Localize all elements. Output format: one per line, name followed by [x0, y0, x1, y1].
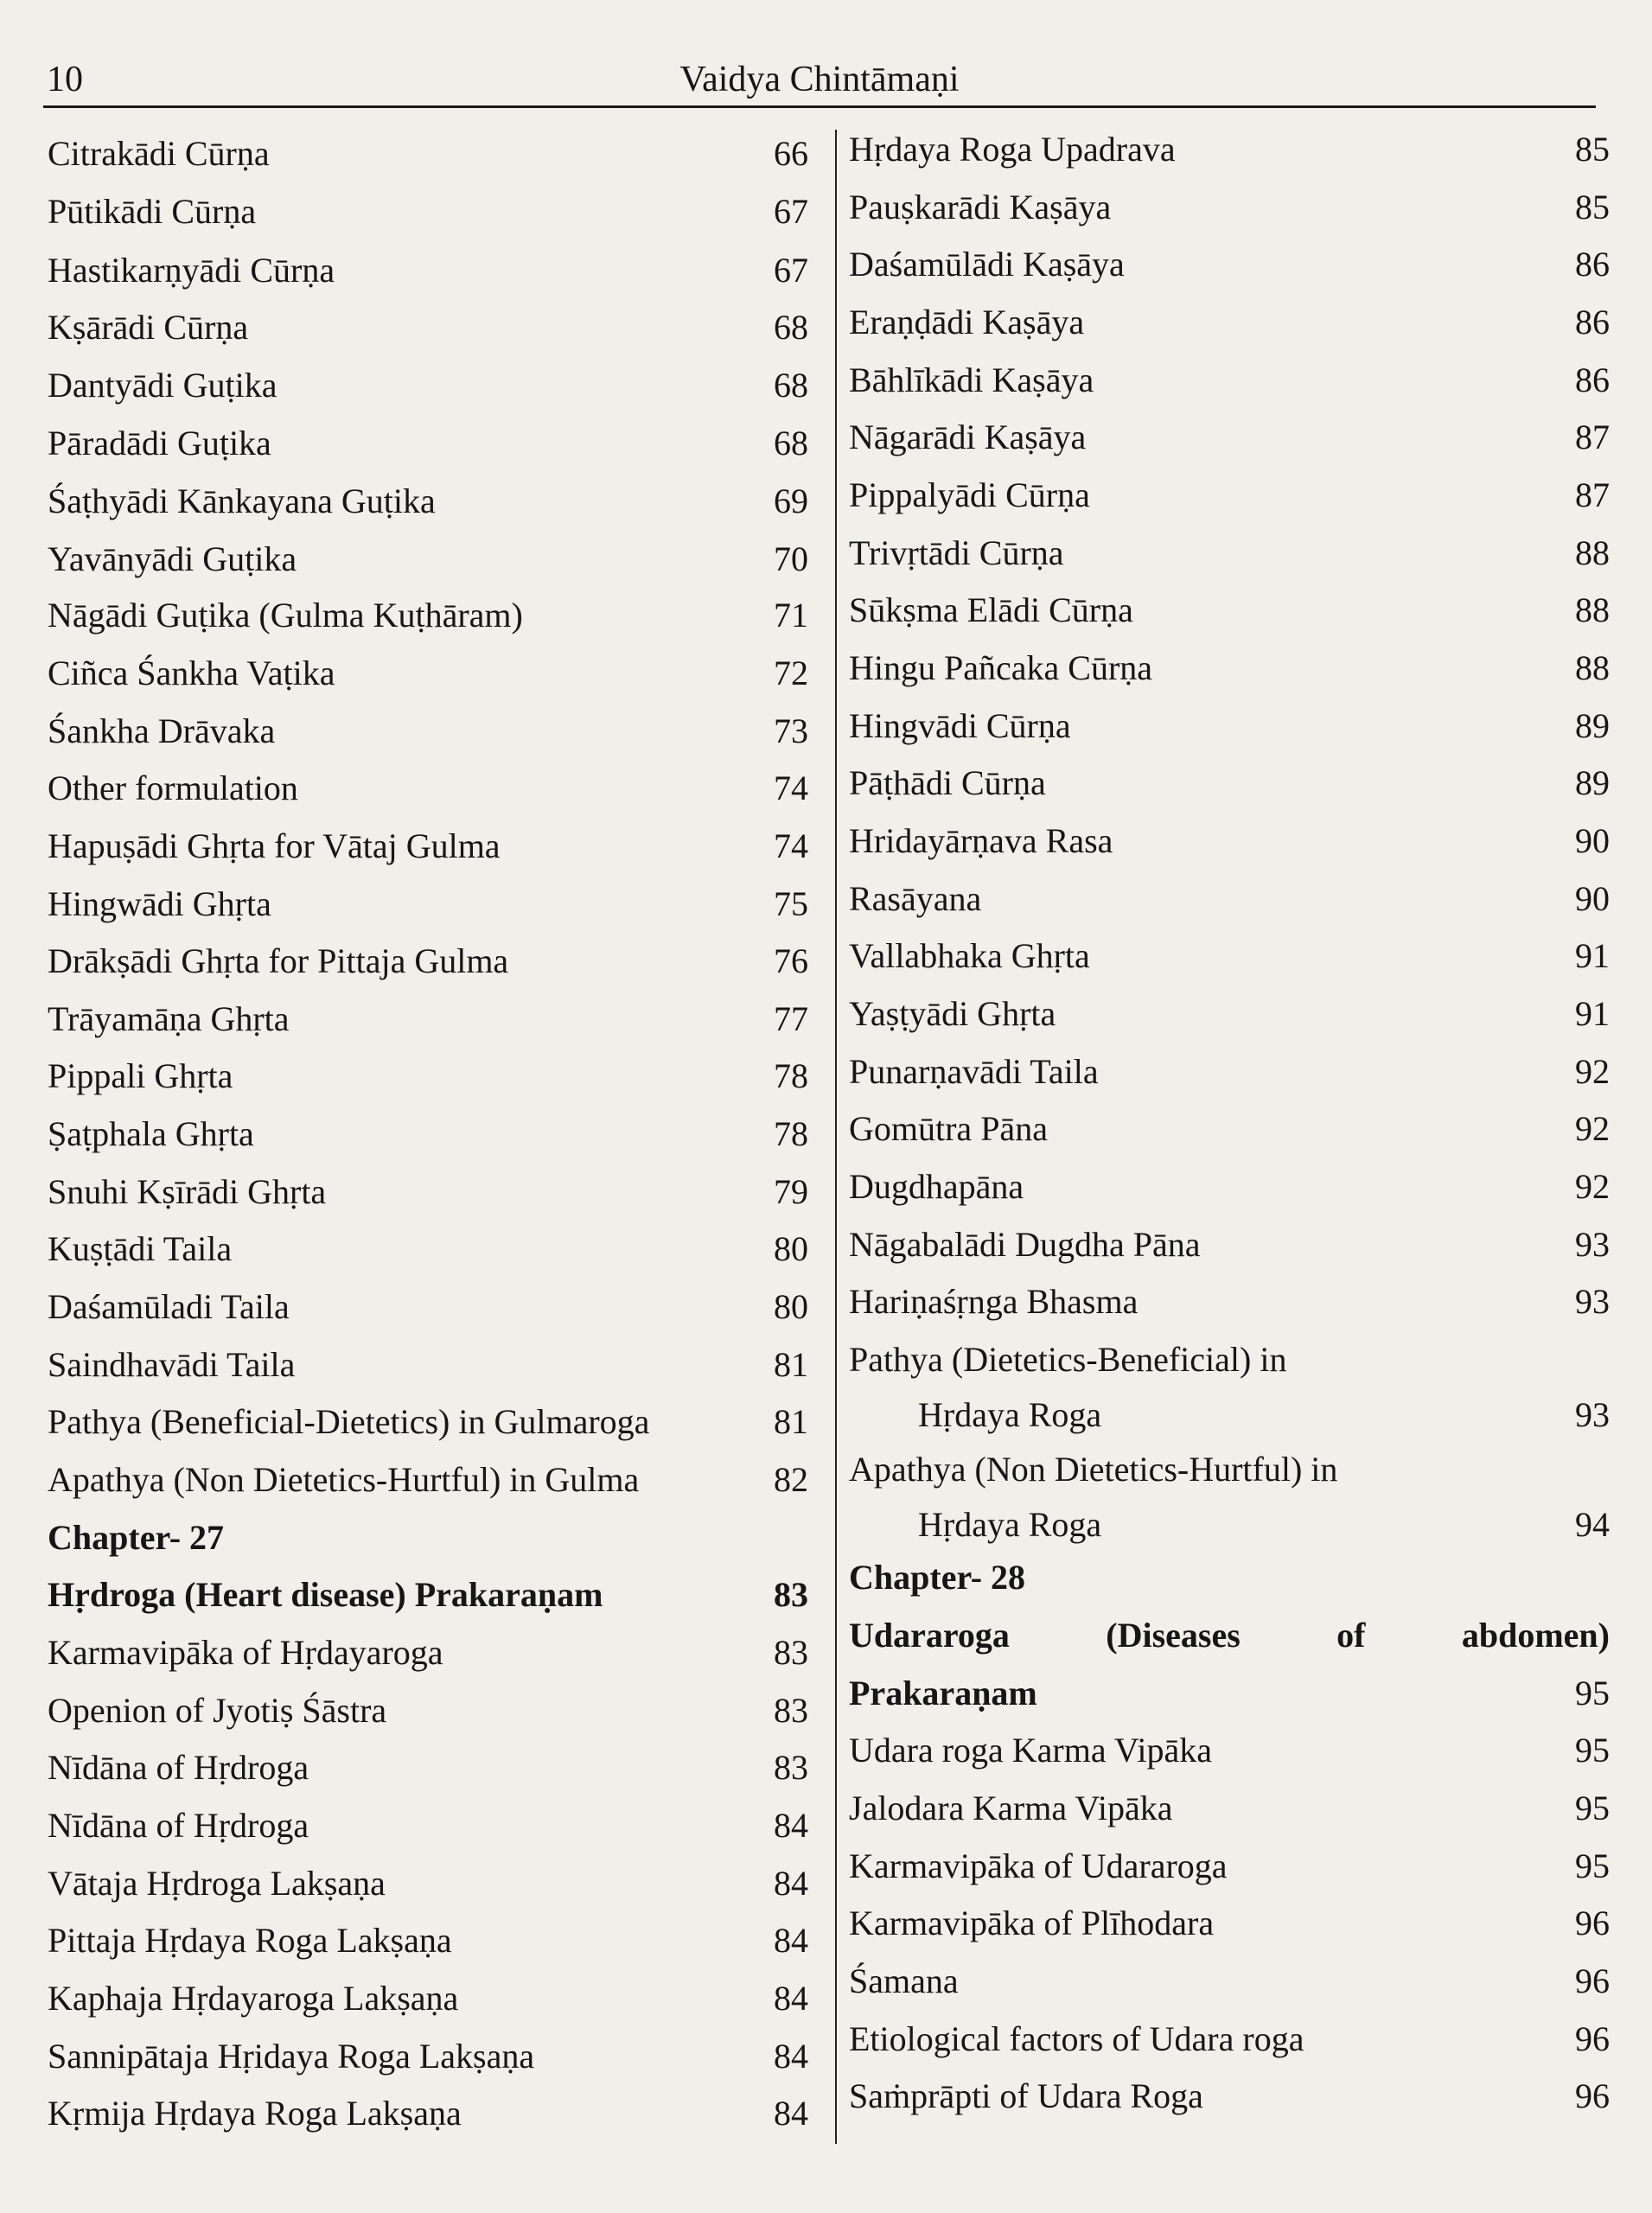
toc-entry-page-number: 95	[1575, 1674, 1610, 1712]
toc-entry-page-number: 90	[1575, 879, 1610, 918]
toc-entry-title: Nāgarādi Kaṣāya	[849, 418, 1087, 456]
toc-entry-page-number: 95	[1575, 1846, 1610, 1885]
toc-entry-page-number: 95	[1575, 1789, 1610, 1827]
toc-entry-page-number: 93	[1575, 1225, 1610, 1264]
toc-entry-title: Openion of Jyotiṣ Śāstra	[48, 1691, 387, 1730]
toc-entry-page-number: 80	[774, 1287, 808, 1326]
toc-entry-page-number: 90	[1575, 821, 1610, 860]
toc-entry-title: Punarṇavādi Taila	[849, 1052, 1099, 1091]
toc-entry-title: Drākṣādi Ghṛta for Pittaja Gulma	[48, 941, 509, 980]
toc-entry-page-number: 88	[1575, 590, 1610, 629]
toc-entry-title: Apathya (Non Dietetics-Hurtful) in	[849, 1450, 1338, 1489]
toc-entry-title: Hastikarṇyādi Cūrṇa	[48, 251, 335, 290]
toc-entry-page-number: 67	[774, 251, 808, 290]
toc-entry-page-number: 88	[1575, 533, 1610, 572]
toc-entry-title: Nāgādi Guṭika (Gulma Kuṭhāram)	[48, 596, 523, 635]
toc-entry-page-number: 84	[774, 1864, 808, 1903]
toc-entry-title-continuation: Hṛdaya Roga	[918, 1395, 1102, 1434]
toc-entry-page-number: 91	[1575, 994, 1610, 1033]
toc-entry-page-number: 75	[774, 884, 808, 923]
toc-entry-title: Karmavipāka of Plīhodara	[849, 1904, 1215, 1942]
toc-entry-title: Pathya (Dietetics-Beneficial) in	[849, 1340, 1287, 1379]
toc-entry-title: Pittaja Hṛdaya Roga Lakṣaṇa	[48, 1921, 452, 1960]
toc-entry-page-number: 96	[1575, 1961, 1610, 2000]
toc-entry-title: Etiological factors of Udara roga	[849, 2019, 1304, 2058]
toc-entry-title: Rasāyana	[849, 879, 982, 918]
toc-entry-title: Dantyādi Guṭika	[48, 366, 277, 405]
toc-entry-page-number: 82	[774, 1460, 808, 1499]
toc-entry-title: Hariṇaśṛnga Bhasma	[849, 1282, 1139, 1321]
toc-entry-page-number: 84	[774, 1921, 808, 1960]
toc-entry-title: Hridayārṇava Rasa	[849, 821, 1113, 860]
toc-entry-page-number: 92	[1575, 1109, 1610, 1148]
toc-entry-page-number: 68	[774, 308, 808, 347]
toc-entry-page-number: 83	[774, 1748, 808, 1787]
toc-entry-page-number: 73	[774, 711, 808, 750]
toc-entry-page-number: 83	[774, 1575, 808, 1614]
toc-entry-page-number: 76	[774, 941, 808, 980]
toc-entry-title: Pathya (Beneficial-Dietetics) in Gulmaroga	[48, 1402, 650, 1441]
toc-entry-title: Nīdāna of Hṛdroga	[48, 1806, 309, 1845]
toc-entry-page-number: 93	[1575, 1395, 1610, 1434]
toc-entry-title: Śankha Drāvaka	[48, 711, 276, 750]
toc-entry-title: Kṣārādi Cūrṇa	[48, 308, 249, 347]
toc-entry-title: Hṛdroga (Heart disease) Prakaraṇam	[48, 1575, 603, 1614]
toc-entry-title: Pippali Ghṛta	[48, 1056, 233, 1095]
toc-entry-title: Pippalyādi Cūrṇa	[849, 475, 1090, 514]
toc-entry-title: Hṛdaya Roga Upadrava	[849, 130, 1176, 169]
toc-entry-page-number: 95	[1575, 1731, 1610, 1770]
page-number: 10	[47, 60, 83, 99]
toc-entry-page-number: 96	[1575, 2019, 1610, 2058]
toc-entry-title: Daśamūlādi Kaṣāya	[849, 245, 1125, 284]
toc-right-column	[849, 0, 1610, 2213]
toc-entry-title: Nīdāna of Hṛdroga	[48, 1748, 309, 1787]
toc-entry-title: Pauṣkarādi Kaṣāya	[849, 188, 1112, 226]
toc-entry-title: Pūtikādi Cūrṇa	[48, 192, 257, 231]
toc-entry-title: Apathya (Non Dietetics-Hurtful) in Gulma	[48, 1460, 640, 1499]
toc-entry-page-number: 92	[1575, 1052, 1610, 1091]
toc-entry-page-number: 69	[774, 482, 808, 520]
toc-entry-title: Ciñca Śankha Vaṭika	[48, 654, 335, 692]
toc-left-column	[48, 0, 808, 2213]
toc-entry-page-number: 77	[774, 999, 808, 1038]
toc-entry-title: Hingu Pañcaka Cūrṇa	[849, 648, 1153, 687]
toc-entry-title: Nāgabalādi Dugdha Pāna	[849, 1225, 1201, 1264]
toc-entry-title: Yaṣṭyādi Ghṛta	[849, 994, 1056, 1033]
toc-entry-page-number: 84	[774, 1979, 808, 2018]
toc-entry-page-number: 86	[1575, 303, 1610, 341]
toc-entry-page-number: 78	[774, 1056, 808, 1095]
toc-entry-page-number: 81	[774, 1402, 808, 1441]
toc-entry-page-number: 67	[774, 192, 808, 231]
toc-entry-page-number: 84	[774, 1806, 808, 1845]
toc-entry-page-number: 92	[1575, 1167, 1610, 1206]
toc-entry-page-number: 96	[1575, 2076, 1610, 2115]
toc-entry-page-number: 93	[1575, 1282, 1610, 1321]
toc-entry-title: Eraṇḍādi Kaṣāya	[849, 303, 1085, 341]
toc-entry-title: Chapter- 27	[48, 1518, 225, 1557]
toc-entry-title: Saindhavādi Taila	[48, 1345, 296, 1384]
toc-entry-page-number: 80	[774, 1229, 808, 1268]
toc-entry-title: Trāyamāṇa Ghṛta	[48, 999, 290, 1038]
toc-entry-page-number: 88	[1575, 648, 1610, 687]
toc-entry-title: Saṁprāpti of Udara Roga	[849, 2076, 1203, 2115]
toc-entry-page-number: 66	[774, 134, 808, 173]
toc-entry-page-number: 83	[774, 1633, 808, 1672]
toc-entry-title: Sannipātaja Hṛidaya Roga Lakṣaṇa	[48, 2037, 535, 2076]
toc-entry-title: Pāradādi Guṭika	[48, 424, 271, 462]
column-divider	[835, 130, 837, 2144]
toc-entry-title: Chapter- 28	[849, 1558, 1026, 1597]
toc-entry-page-number: 94	[1575, 1505, 1610, 1544]
toc-entry-title: Udararoga (Diseases of abdomen)	[849, 1616, 1610, 1655]
toc-entry-page-number: 78	[774, 1114, 808, 1153]
toc-entry-page-number: 72	[774, 654, 808, 692]
toc-entry-page-number: 89	[1575, 706, 1610, 745]
toc-entry-title: Trivṛtādi Cūrṇa	[849, 533, 1064, 572]
toc-entry-page-number: 87	[1575, 475, 1610, 514]
toc-entry-page-number: 74	[774, 826, 808, 865]
toc-entry-title: Citrakādi Cūrṇa	[48, 134, 270, 173]
toc-entry-page-number: 96	[1575, 1904, 1610, 1942]
toc-entry-title: Kṛmija Hṛdaya Roga Lakṣaṇa	[48, 2094, 462, 2133]
toc-entry-title: Vallabhaka Ghṛta	[849, 936, 1090, 975]
toc-entry-title: Gomūtra Pāna	[849, 1109, 1048, 1148]
toc-entry-page-number: 70	[774, 539, 808, 578]
toc-entry-page-number: 68	[774, 424, 808, 462]
toc-entry-title: Sūkṣma Elādi Cūrṇa	[849, 590, 1133, 629]
toc-entry-page-number: 68	[774, 366, 808, 405]
toc-entry-title: Udara roga Karma Vipāka	[849, 1731, 1212, 1770]
toc-entry-page-number: 86	[1575, 245, 1610, 284]
toc-entry-title: Yavānyādi Guṭika	[48, 539, 297, 578]
toc-entry-page-number: 84	[774, 2037, 808, 2076]
toc-entry-title: Kuṣṭādi Taila	[48, 1229, 233, 1268]
toc-entry-page-number: 74	[774, 768, 808, 807]
toc-entry-title: Śaṭhyādi Kānkayana Guṭika	[48, 482, 436, 520]
toc-entry-page-number: 83	[774, 1691, 808, 1730]
toc-entry-title: Kaphaja Hṛdayaroga Lakṣaṇa	[48, 1979, 459, 2018]
toc-entry-page-number: 85	[1575, 130, 1610, 169]
toc-entry-page-number: 71	[774, 596, 808, 635]
toc-entry-title: Dugdhapāna	[849, 1167, 1024, 1206]
toc-entry-title: Pāṭhādi Cūrṇa	[849, 763, 1046, 802]
toc-entry-page-number: 91	[1575, 936, 1610, 975]
toc-entry-page-number: 85	[1575, 188, 1610, 226]
toc-entry-title: Ṣaṭphala Ghṛta	[48, 1114, 254, 1153]
toc-entry-title: Hapuṣādi Ghṛta for Vātaj Gulma	[48, 826, 501, 865]
toc-entry-title: Vātaja Hṛdroga Lakṣaṇa	[48, 1864, 386, 1903]
toc-entry-page-number: 81	[774, 1345, 808, 1384]
toc-entry-title: Karmavipāka of Udararoga	[849, 1846, 1228, 1885]
toc-entry-title-continuation: Hṛdaya Roga	[918, 1505, 1102, 1544]
toc-entry-page-number: 84	[774, 2094, 808, 2133]
toc-entry-title: Prakaraṇam	[849, 1674, 1037, 1712]
toc-entry-title: Daśamūladi Taila	[48, 1287, 290, 1326]
toc-entry-title: Hingwādi Ghṛta	[48, 884, 271, 923]
toc-entry-page-number: 87	[1575, 418, 1610, 456]
toc-entry-page-number: 86	[1575, 360, 1610, 399]
toc-entry-title: Śamana	[849, 1961, 959, 2000]
running-title: Vaidya Chintāmaṇi	[679, 60, 960, 99]
toc-entry-title: Bāhlīkādi Kaṣāya	[849, 360, 1094, 399]
toc-entry-page-number: 79	[774, 1172, 808, 1211]
toc-entry-title: Jalodara Karma Vipāka	[849, 1789, 1173, 1827]
toc-entry-title: Karmavipāka of Hṛdayaroga	[48, 1633, 443, 1672]
toc-entry-page-number: 89	[1575, 763, 1610, 802]
toc-entry-title: Other formulation	[48, 768, 298, 807]
toc-entry-title: Hingvādi Cūrṇa	[849, 706, 1071, 745]
toc-entry-title: Snuhi Kṣīrādi Ghṛta	[48, 1172, 327, 1211]
